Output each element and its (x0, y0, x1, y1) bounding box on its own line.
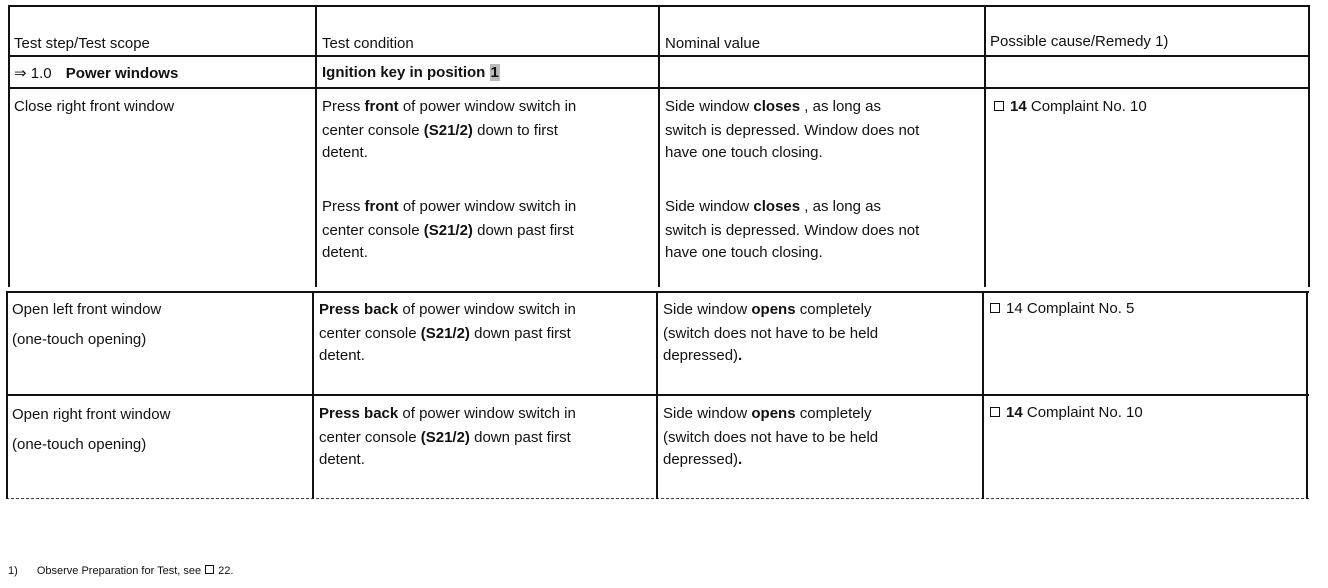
header-nominal-value: Nominal value (665, 35, 761, 52)
col-border-3-lower (982, 291, 984, 499)
col-border-1-lower (312, 291, 314, 499)
col-border-left (8, 5, 10, 287)
row1-nominal-b: Side window closes , as long as switch is depressed. Window does not have one touch closing. (665, 198, 920, 261)
col-border-2 (658, 5, 660, 287)
ignition-condition-text: Ignition key in position (322, 64, 486, 81)
col-border-left-lower (6, 291, 8, 499)
row2-scope: Open left front window (one-touch opening) (12, 301, 162, 348)
page-reference-icon (990, 303, 1000, 313)
footnote (8, 564, 233, 578)
row1-condition-a: Press front of power window switch in center console (S21/2) down to first detent. (322, 98, 577, 161)
col-border-3 (984, 5, 986, 287)
row2-remedy[interactable]: 14 Complaint No. 5 (990, 297, 1134, 321)
row3-condition: Press back of power window switch in center console (S21/2) down past first detent. (319, 405, 576, 468)
section-number: 1.0 (30, 65, 52, 82)
row3-remedy[interactable]: 14 Complaint No. 10 (990, 401, 1143, 425)
row3-scope: Open right front window (one-touch opening) (12, 406, 171, 453)
col-border-1 (315, 5, 317, 287)
row2-condition: Press back of power window switch in center console (S21/2) down past first detent. (319, 301, 576, 364)
remedy-page-number: 14 (1006, 300, 1023, 317)
row1-scope (14, 95, 174, 119)
footnote-text: Observe Preparation for Test, see (36, 565, 202, 577)
footnote-marker: 1) (8, 565, 18, 577)
remedy-page-number: 14 (1006, 404, 1023, 421)
col-border-2-lower (656, 291, 658, 499)
section-title: Power windows (65, 65, 179, 82)
footnote-page-ref[interactable]: 22. (218, 565, 234, 577)
header-test-condition: Test condition (322, 35, 414, 52)
row1-condition-b: Press front of power window switch in center console (S21/2) down past first detent. (322, 198, 577, 261)
row1-remedy[interactable]: 14 Complaint No. 10 (994, 95, 1147, 119)
section-heading (14, 61, 178, 86)
col-border-right (1308, 5, 1310, 287)
remedy-page-number: 14 (1010, 98, 1027, 115)
page-reference-icon (990, 407, 1000, 417)
row3-nominal: Side window opens completely (switch does not have to be held depressed). (663, 405, 879, 468)
row2-nominal: Side window opens completely (switch does not have to be held depressed). (663, 301, 879, 364)
row1-nominal-a: Side window closes , as long as switch is depressed. Window does not have one touch closing. (665, 98, 920, 161)
ignition-position: 1 (490, 64, 499, 81)
section-condition (322, 61, 500, 85)
arrow-right-icon: ⇒ (14, 64, 27, 82)
page-reference-icon (994, 101, 1004, 111)
header-possible-cause: Possible cause/Remedy 1) (990, 33, 1169, 50)
row1-scope-line: Close right front window (14, 98, 175, 115)
header-test-step: Test step/Test scope (14, 35, 150, 52)
page-reference-icon (205, 565, 214, 574)
col-border-right-lower (1306, 291, 1308, 499)
